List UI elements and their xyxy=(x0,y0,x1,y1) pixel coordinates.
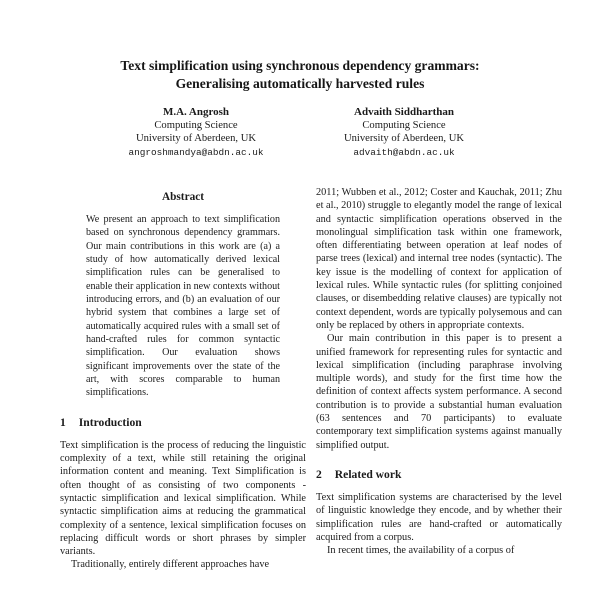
author-department: Computing Science xyxy=(154,120,238,131)
paragraph: 2011; Wubben et al., 2012; Coster and Kauchak, 2011; Zhu et al., 2010) struggle to elegantly model the range of lexical and syntactic simplification operations observed in the monolingual simplification task within one framework, often differentiating between operation at leaf nodes of parse trees (lexical) and internal tree nodes (syntactic). The key issue is the modelling of context for application of lexical rules. While syntactic rules (for splitting conjoined clauses, or disembedding relative clauses) are typically not context dependent, words are typically polysemous and can only be replaced by others in appropriate contexts. xyxy=(316,187,562,331)
author-name: M.A. Angrosh xyxy=(162,106,230,118)
paragraph: Traditionally, entirely different approaches have xyxy=(71,559,270,571)
paper-header xyxy=(0,57,600,160)
section-title: Related work xyxy=(334,467,402,481)
author-name: Advaith Siddharthan xyxy=(354,106,454,118)
paragraph: Text simplification is the process of reducing the linguistic complexity of a text, while still retaining the original information content and meaning. Text Simplification is often thought of as consisting of two components - syntactic simplification and lexical simplification. While syntactic simplification aims at reducing the grammatical complexity of a sentence, lexical simplification focuses on replacing difficult words or short phrases by simpler variants. xyxy=(60,439,306,558)
section-heading-introduction xyxy=(60,416,306,430)
author-email: angroshmandya@abdn.ac.uk xyxy=(128,147,264,158)
section-heading-related-work xyxy=(316,468,562,482)
author-department: Computing Science xyxy=(362,120,446,131)
abstract-heading: Abstract xyxy=(161,191,205,203)
author-block-angrosh xyxy=(106,106,286,160)
section-title: Introduction xyxy=(78,415,142,429)
author-block-siddharthan xyxy=(314,106,494,160)
abstract-text: We present an approach to text simplification based on synchronous dependency grammars. Our main contributions in this work are (a) a study of how automatically derived lexical simplification rules can be generalised to enable their application in new contexts without introducing errors, and (b) an evaluation of our hybrid system that combines a large set of automatically acquired rules with a small set of hand-crafted rules for common syntactic simplification. Our evaluation shows significant improvements over the state of the art, with scores comparable to human simplifications. xyxy=(86,214,280,399)
paragraph: In recent times, the availability of a corpus of xyxy=(327,545,515,557)
left-column xyxy=(60,186,306,572)
author-email: advaith@abdn.ac.uk xyxy=(353,147,455,158)
paragraph: Text simplification systems are characterised by the level of linguistic knowledge they encode, and by whether their simplification rules are hand-crafted or automatically acquired from a corpus. xyxy=(316,491,562,543)
section-number: 2 xyxy=(316,467,322,481)
paper-title-line1: Text simplification using synchronous dependency grammars: xyxy=(120,58,480,73)
paper-title xyxy=(0,57,600,92)
author-university: University of Aberdeen, UK xyxy=(343,133,465,144)
section-number: 1 xyxy=(60,415,66,429)
paragraph: Our main contribution in this paper is to present a unified framework for representing rules for syntactic and lexical simplification (including paraphrase involving multiple words), and study for the first time how the definition of context affects system performance. A second contribution is to provide a substantial human evaluation (63 sentences and 70 participants) to evaluate contemporary text simplification systems against manually simplified output. xyxy=(316,333,562,451)
two-column-body xyxy=(60,186,600,572)
author-list xyxy=(0,106,600,160)
author-university: University of Aberdeen, UK xyxy=(135,133,257,144)
paper-title-line2: Generalising automatically harvested rules xyxy=(175,75,425,91)
right-column xyxy=(316,186,562,572)
